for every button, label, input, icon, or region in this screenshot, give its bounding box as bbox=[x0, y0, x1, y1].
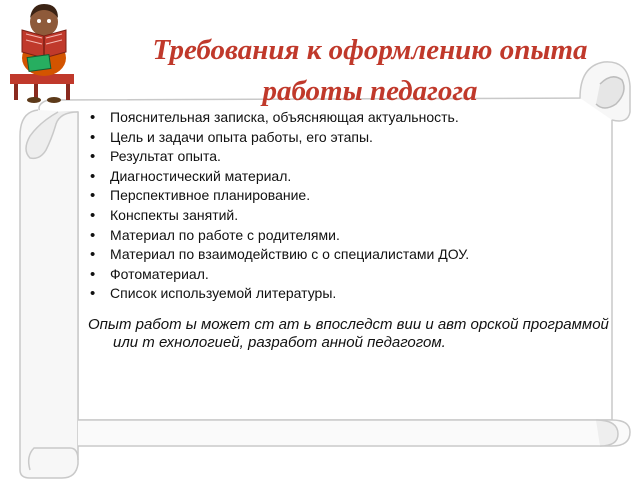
list-item: • Перспективное планирование. bbox=[88, 186, 608, 206]
list-item: • Фотоматериал. bbox=[88, 265, 608, 285]
experience-note bbox=[88, 316, 623, 352]
list-item: • Цель и задачи опыта работы, его этапы. bbox=[88, 128, 608, 148]
list-item: • Материал по взаимодействию с о специалистами ДОУ. bbox=[88, 245, 608, 265]
scroll-left-curl bbox=[20, 110, 78, 478]
reading-child-icon bbox=[10, 4, 74, 103]
note-line2: или т ехнологией, разработ анной педагогом. bbox=[113, 334, 446, 351]
slide-title-line1: Требования к оформлению опыта bbox=[152, 34, 588, 66]
slide-title bbox=[120, 30, 620, 112]
list-item: • Диагностический материал. bbox=[88, 167, 608, 187]
note-line1: Опыт работ ы может ст ат ь впоследст вии и авт орской программой bbox=[88, 316, 609, 333]
scroll-bottom-roll bbox=[78, 420, 630, 446]
list-item: • Список используемой литературы. bbox=[88, 284, 608, 304]
list-item: • Материал по работе с родителями. bbox=[88, 226, 608, 246]
slide-title-line2: работы педагога bbox=[262, 75, 478, 107]
list-item: • Пояснительная записка, объясняющая актуальность. bbox=[88, 108, 608, 128]
list-item: • Результат опыта. bbox=[88, 147, 608, 167]
requirements-list bbox=[88, 108, 608, 304]
list-item: • Конспекты занятий. bbox=[88, 206, 608, 226]
